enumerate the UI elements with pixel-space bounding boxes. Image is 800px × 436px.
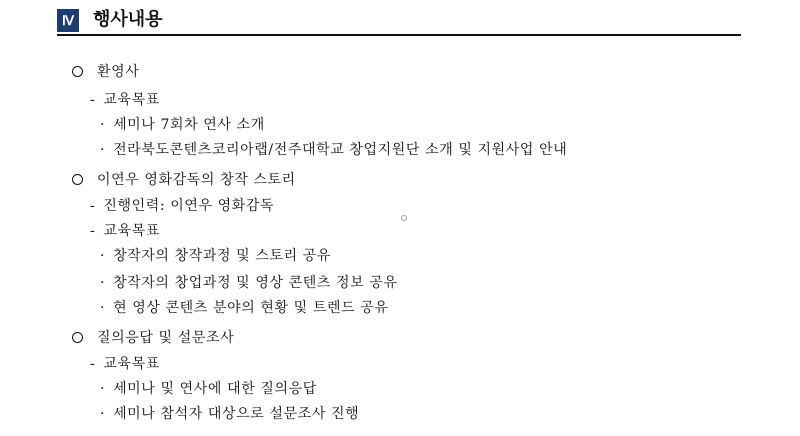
agenda-point (100, 114, 265, 136)
dot-bullet-icon: · (100, 248, 106, 264)
agenda-point-text: 창작자의 창업과정 및 영상 콘텐츠 정보 공유 (113, 275, 398, 291)
agenda-item-title: 질의응답 및 설문조사 (97, 330, 235, 346)
agenda-sub-label: 교육목표 (103, 356, 160, 372)
agenda-sub-label: 진행인력: 이연우 영화감독 (103, 198, 275, 214)
agenda-item-title: 이연우 영화감독의 창작 스토리 (97, 172, 296, 188)
agenda-point (100, 245, 331, 267)
agenda-point-text: 전라북도콘텐츠코리아랩/전주대학교 창업지원단 소개 및 지원사업 안내 (113, 142, 568, 158)
agenda-point (100, 272, 398, 294)
dot-bullet-icon: · (100, 406, 106, 422)
agenda-point-text: 세미나 7회차 연사 소개 (113, 117, 265, 133)
dash-bullet-icon: - (90, 356, 96, 372)
agenda-point (100, 403, 359, 425)
dot-bullet-icon: · (100, 117, 106, 133)
circle-bullet-icon (72, 66, 83, 77)
header-rule (57, 34, 741, 36)
circle-bullet-icon (72, 174, 83, 185)
dash-bullet-icon: - (90, 223, 96, 239)
agenda-point (100, 297, 389, 319)
agenda-sub-item (90, 220, 160, 242)
agenda-sub-item (90, 89, 160, 111)
section-title: 행사내용 (93, 9, 163, 30)
agenda-sub-item (90, 195, 274, 217)
circle-bullet-icon (72, 332, 83, 343)
section-header (57, 9, 741, 37)
dash-bullet-icon: - (90, 198, 96, 214)
agenda-item (72, 169, 296, 191)
agenda-item-title: 환영사 (97, 64, 140, 80)
agenda-point-text: 창작자의 창작과정 및 스토리 공유 (113, 248, 331, 264)
agenda-point (100, 378, 317, 400)
agenda-item (72, 327, 234, 349)
agenda-sub-item (90, 353, 160, 375)
section-number-badge: Ⅳ (57, 9, 79, 32)
dot-bullet-icon: · (100, 275, 106, 291)
stray-dot (401, 215, 407, 221)
agenda-sub-label: 교육목표 (103, 223, 160, 239)
agenda-point-text: 세미나 및 연사에 대한 질의응답 (113, 381, 317, 397)
dash-bullet-icon: - (90, 92, 96, 108)
agenda-item (72, 61, 139, 83)
dot-bullet-icon: · (100, 142, 106, 158)
dot-bullet-icon: · (100, 300, 106, 316)
agenda-point-text: 세미나 참석자 대상으로 설문조사 진행 (113, 406, 360, 422)
agenda-sub-label: 교육목표 (103, 92, 160, 108)
agenda-point (100, 139, 567, 161)
agenda-point-text: 현 영상 콘텐츠 분야의 현황 및 트렌드 공유 (113, 300, 389, 316)
dot-bullet-icon: · (100, 381, 106, 397)
